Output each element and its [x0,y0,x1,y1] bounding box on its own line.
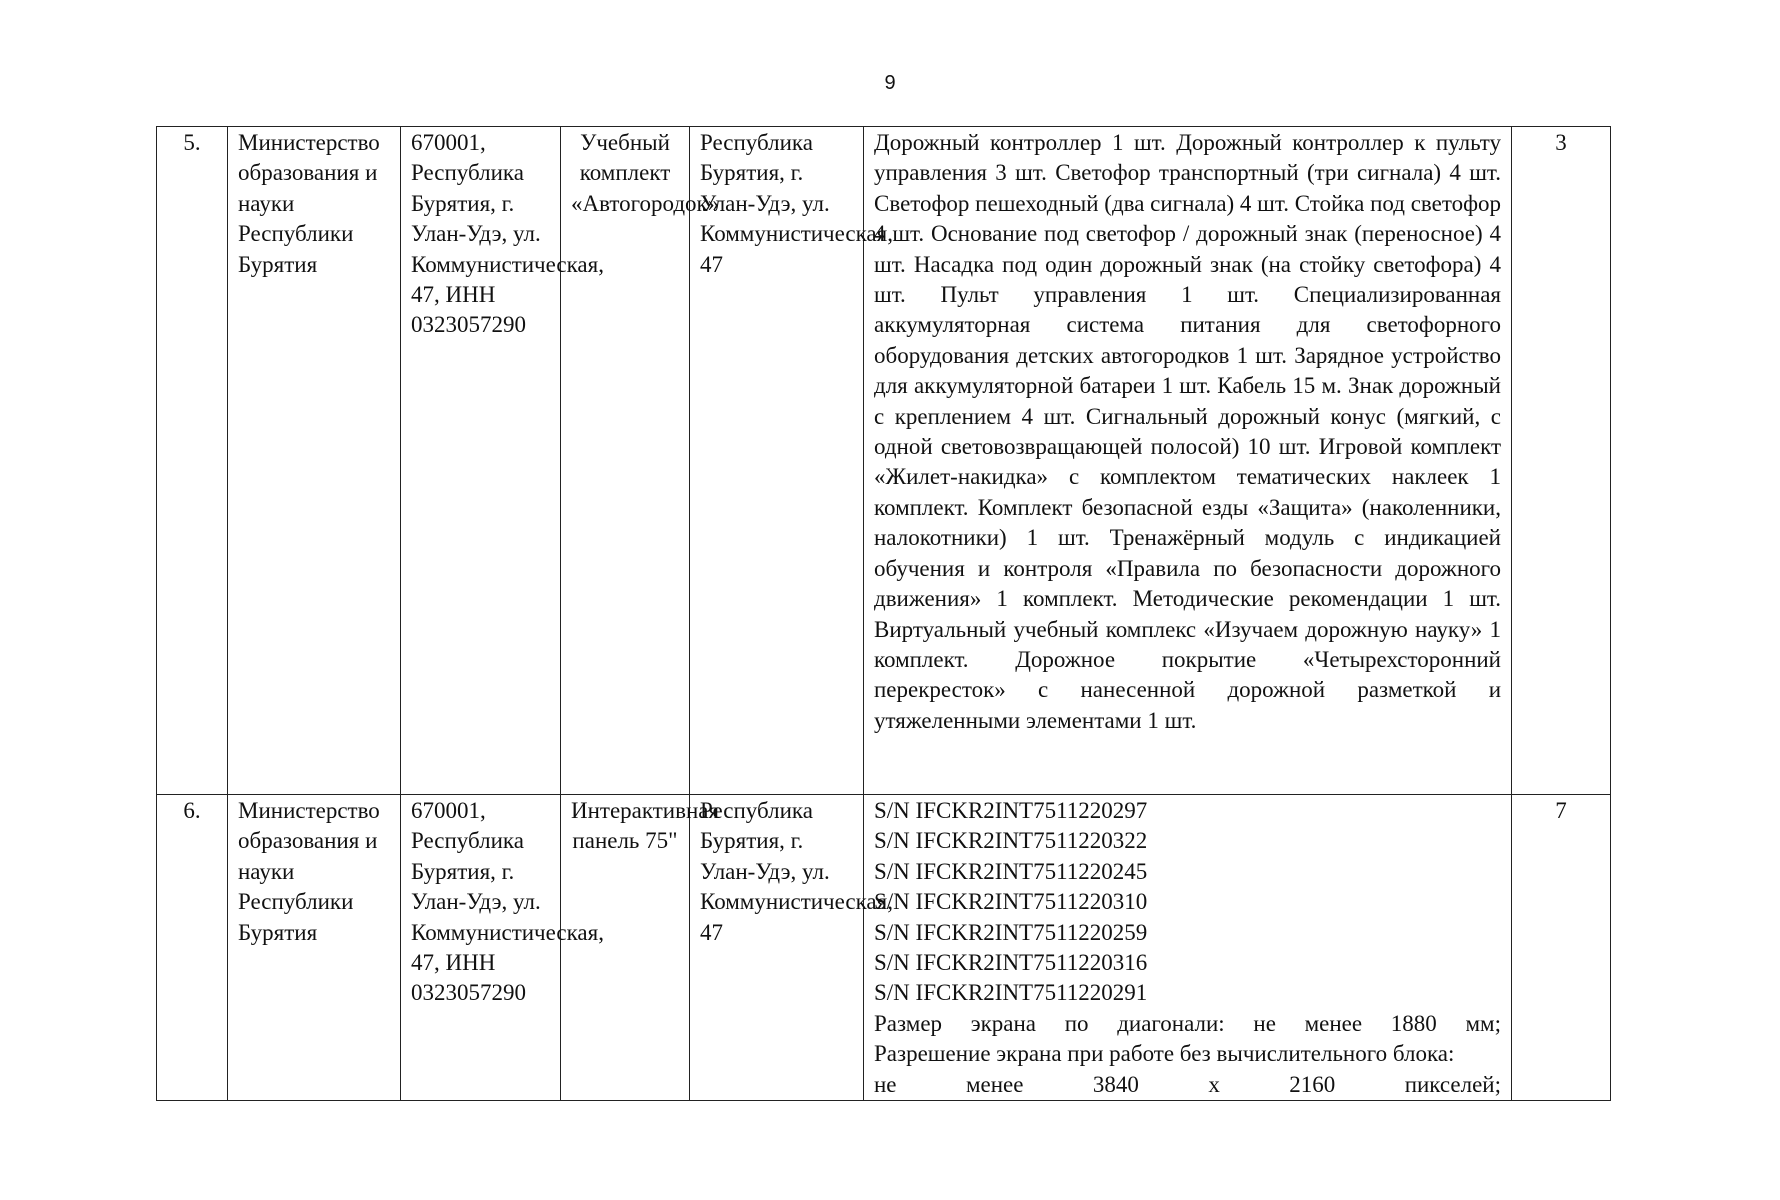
address-cell: 670001, Республика Бурятия, г. Улан-Удэ, ул. Коммунистическая, 47, ИНН 0323057290 [401,795,561,1101]
location-cell: Республика Бурятия, г. Улан-Удэ, ул. Коммунистическая, 47 [690,127,864,795]
description-cell: Дорожный контроллер 1 шт. Дорожный контроллер к пульту управления 3 шт. Светофор транспортный (три сигнала) 4 шт. Светофор пешеходный (два сигнала) 4 шт. Стойка под светофор 4 шт. Основание под светофор / дорожный знак (переносное) 4 шт. Насадка под один дорожный знак (на стойку светофора) 4 шт. Пульт управления 1 шт. Специализированная аккумуляторная система питания для светофорного оборудования детских автогородков 1 шт. Зарядное устройство для аккумуляторной батареи 1 шт. Кабель 15 м. Знак дорожный с креплением 4 шт. Сигнальный дорожный конус (мягкий, с одной световозвращающей полосой) 10 шт. Игровой комплект «Жилет-накидка» с комплектом тематических наклеек 1 комплект. Комплект безопасной езды «Защита» (наколенники, налокотники) 1 шт. Тренажёрный модуль с индикацией обучения и контроля «Правила по безопасности дорожного движения» 1 комплект. Методические рекомендации 1 шт. Виртуальный учебный комплекс «Изучаем дорожную науку» 1 комплект. Дорожное покрытие «Четырехсторонний перекресток» с нанесенной дорожной разметкой и утяжеленными элементами 1 шт. [864,127,1512,795]
page-number: 9 [884,72,896,94]
serial-number: S/N IFCKR2INT7511220316 [874,950,1148,976]
serial-number: S/N IFCKR2INT7511220291 [874,980,1148,1006]
quantity-cell: 7 [1512,795,1611,1101]
serial-number: S/N IFCKR2INT7511220245 [874,858,1148,884]
table-row [157,795,1611,1101]
spec-line: Размер экрана по диагонали: не менее 1880 мм; [874,1010,1501,1036]
item-name-cell: Интерактивная панель 75" [561,795,690,1101]
serial-number: S/N IFCKR2INT7511220259 [874,919,1148,945]
item-name-cell: Учебный комплект «Автогородок» [561,127,690,795]
row-number: 6. [157,795,228,1101]
organization-cell: Министерство образования и науки Республики Бурятия [228,127,401,795]
quantity-cell: 3 [1512,127,1611,795]
description-cell [864,795,1512,1101]
organization-cell: Министерство образования и науки Республики Бурятия [228,795,401,1101]
serial-number: S/N IFCKR2INT7511220322 [874,828,1148,854]
location-cell: Республика Бурятия, г. Улан-Удэ, ул. Коммунистическая, 47 [690,795,864,1101]
table-row [157,127,1611,795]
row-number: 5. [157,127,228,795]
spec-line: Разрешение экрана при работе без вычислительного блока: [874,1041,1455,1067]
address-cell: 670001, Республика Бурятия, г. Улан-Удэ, ул. Коммунистическая, 47, ИНН 0323057290 [401,127,561,795]
serial-number: S/N IFCKR2INT7511220310 [874,889,1148,915]
serial-number: S/N IFCKR2INT7511220297 [874,798,1148,823]
spec-line: не менее 3840 х 2160 пикселей; [874,1071,1501,1097]
equipment-table [156,126,1611,1101]
